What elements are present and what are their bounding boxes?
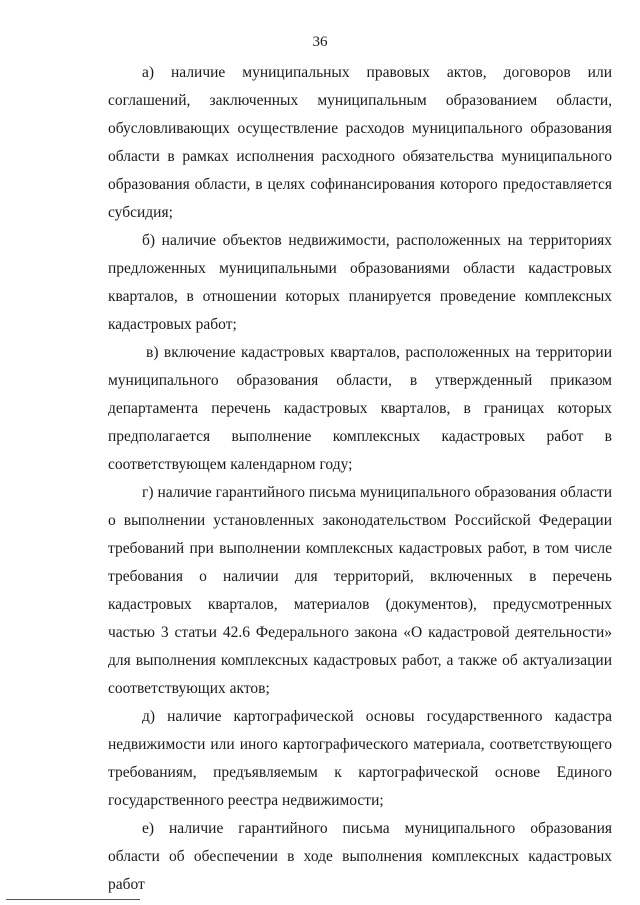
footnote-separator-line <box>6 899 140 900</box>
page-number: 36 <box>312 34 328 50</box>
document-body <box>108 59 612 899</box>
paragraph-b: б) наличие объектов недвижимости, расположенных на территориях предложенных муниципальными образованиями области кадастровых кварталов, в отношении которых планируется проведение комплексных кадастровых работ; <box>108 232 612 333</box>
paragraph-e: е) наличие гарантийного письма муниципального образования области об обеспечении в ходе выполнения комплексных кадастровых работ <box>108 820 612 893</box>
paragraph-g: г) наличие гарантийного письма муниципального образования области о выполнении установленных законодательством Российской Федерации требований при выполнении комплексных кадастровых работ, в том числе требования о наличии для территорий, включенных в перечень кадастровых кварталов, материалов (документов), предусмотренных частью 3 статьи 42.6 Федерального закона «О кадастровой деятельности» для выполнения комплексных кадастровых работ, а также об актуализации соответствующих актов; <box>108 484 612 697</box>
paragraph-a: а) наличие муниципальных правовых актов, договоров или соглашений, заключенных муниципальным образованием области, обусловливающих осуществление расходов муниципального образования области в рамках исполнения расходного обязательства муниципального образования области, в целях софинансирования которого предоставляется субсидия; <box>108 64 612 221</box>
paragraph-v: в) включение кадастровых кварталов, расположенных на территории муниципального образования области, в утвержденный приказом департамента перечень кадастровых кварталов, в границах которых предполагается выполнение комплексных кадастровых работ в соответствующем календарном году; <box>108 344 612 473</box>
paragraph-d: д) наличие картографической основы государственного кадастра недвижимости или иного картографического материала, соответствующего требованиям, предъявляемым к картографической основе Единого государственного реестра недвижимости; <box>108 708 612 809</box>
